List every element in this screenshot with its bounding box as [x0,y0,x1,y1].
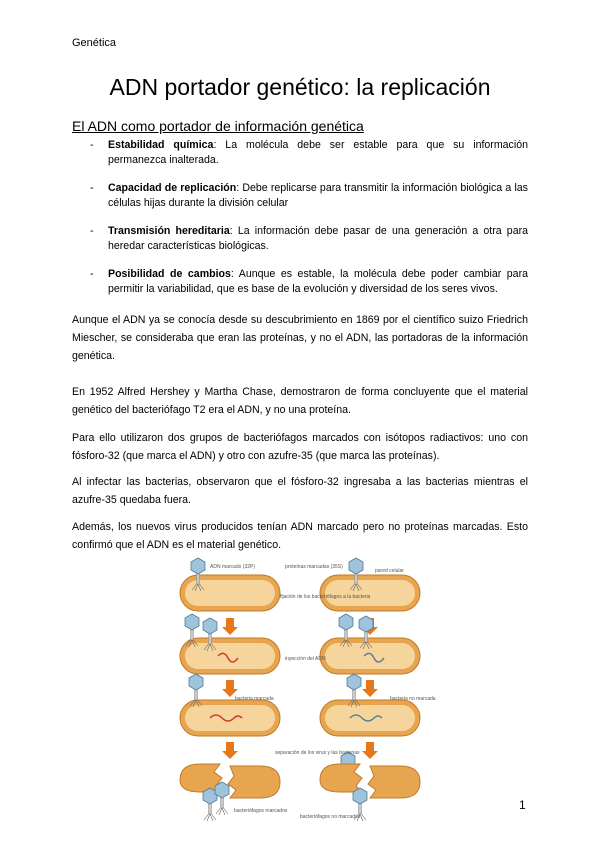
section-heading: El ADN como portador de información genética [72,118,364,134]
list-item-term: Transmisión hereditaria [108,225,230,237]
label-proteinas-marcadas: proteínas marcadas (35S) [285,564,343,570]
list-item-term: Posibilidad de cambios [108,268,231,280]
label-adn-marcado: ADN marcado (32P) [210,564,256,570]
label-pared-celular: pared celular [375,568,404,574]
paragraph: En 1952 Alfred Hershey y Martha Chase, demostraron de forma concluyente que el material genético del bacteriófago T2 era el ADN, y no una proteína. [72,386,528,416]
paragraph: Además, los nuevos virus producidos tenían ADN marcado pero no proteínas marcadas. Esto confirmó que el ADN es el material genético. [72,521,528,551]
paragraph: Al infectar las bacterias, observaron que el fósforo-32 ingresaba a las bacterias mientras el azufre-35 quedaba fuera. [72,476,528,506]
list-item-text: : La información debe pasar de una generación a otra para heredar características biológicas. [108,225,529,252]
list-item: - Transmisión hereditaria: La información debe pasar de una generación a otra para heredar características biológicas. [90,225,529,252]
label-bacteria-marcada: bacteria marcada [235,696,274,702]
list-item: - Capacidad de replicación: Debe replicarse para transmitir la información biológica a las células hijas durante la división celular [90,182,528,209]
list-item: - Posibilidad de cambios: Aunque es estable, la molécula debe poder cambiar para permitir la variabilidad, que es base de la evolución y diversidad de los seres vivos. [90,268,528,295]
paragraph: Para ello utilizaron dos grupos de bacteriófagos marcados con isótopos radiactivos: uno con fósforo-32 (que marca el ADN) y otro con azufre-35 (que marca las proteínas). [72,432,528,462]
properties-list [72,138,528,310]
label-inyeccion: inyección del ADN [285,656,326,662]
page-number: 1 [519,798,526,812]
label-separacion: separación de los virus y las bacterias [275,750,360,756]
page-title: ADN portador genético: la replicación [109,74,491,100]
label-bacteriofagos-no-marcados: bacteriófagos no marcados [300,814,361,820]
hershey-chase-diagram [170,560,436,822]
list-item-text: : La molécula debe ser estable para que su información permanezca inalterada. [108,139,528,166]
list-item: - Estabilidad química: La molécula debe ser estable para que su información permanezca inalterada. [90,139,528,166]
label-fijacion: fijación de los bacteriófagos a la bacteria [280,594,371,600]
paragraph: Aunque el ADN ya se conocía desde su descubrimiento en 1869 por el científico suizo Friedrich Miescher, se consideraba que eran las proteínas, y no el ADN, las portadoras de la información genética. [72,314,528,362]
list-item-term: Capacidad de replicación [108,182,237,194]
list-item-text: : Debe replicarse para transmitir la información biológica a las células hijas durante la división celular [108,182,528,209]
list-item-term: Estabilidad química [108,139,214,151]
list-item-text: : Aunque es estable, la molécula debe poder cambiar para permitir la variabilidad, que es base de la evolución y diversidad de los seres vivos. [108,268,528,295]
label-bacteriofagos-marcados: bacteriófagos marcados [234,808,288,814]
running-header: Genética [72,37,117,49]
label-bacteria-no-marcada: bacteria no marcada [390,696,436,702]
left-column [180,558,280,821]
